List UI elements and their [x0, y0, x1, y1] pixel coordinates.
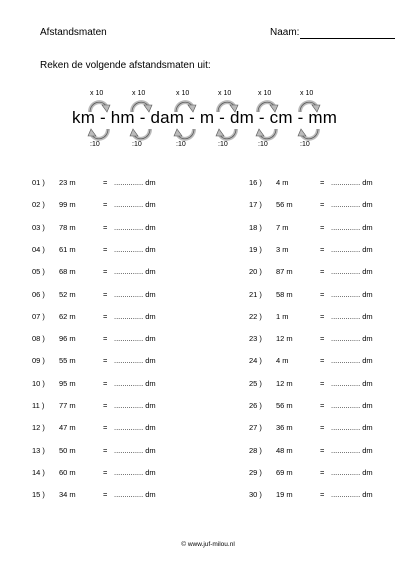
instruction-text: Reken de volgende afstandsmaten uit: [40, 60, 211, 71]
worksheet-title: Afstandsmaten [40, 27, 107, 38]
exercise-number: 05 ) [32, 267, 45, 277]
exercise-number: 04 ) [32, 244, 45, 254]
divide-label: :10 [218, 141, 228, 148]
exercise-number: 19 ) [249, 244, 262, 254]
exercise-number: 07 ) [32, 311, 45, 321]
exercise-value: 95 m [59, 378, 76, 388]
footer-copyright: © www.juf-milou.nl [181, 541, 235, 548]
equals-sign: = [320, 267, 325, 277]
exercise-value: 47 m [59, 423, 76, 433]
exercise-value: 99 m [59, 200, 76, 210]
answer-blank[interactable]: .............. dm [114, 401, 156, 410]
multiply-label: x 10 [176, 90, 190, 97]
answer-blank[interactable]: .............. dm [114, 222, 156, 232]
answer-blank[interactable]: .............. dm [114, 467, 156, 477]
answer-blank[interactable]: .............. dm [114, 445, 156, 455]
answer-blank[interactable]: .............. dm [331, 178, 373, 187]
answer-blank[interactable]: .............. dm [331, 356, 373, 366]
equals-sign: = [320, 401, 325, 410]
equals-sign: = [320, 178, 325, 187]
exercise-number: 16 ) [249, 178, 262, 187]
exercise-value: 55 m [59, 356, 76, 366]
answer-blank[interactable]: .............. dm [114, 423, 156, 433]
equals-sign: = [320, 490, 325, 500]
answer-blank[interactable]: .............. dm [114, 378, 156, 388]
curved-arrow-left-icon [255, 126, 279, 144]
equals-sign: = [103, 378, 108, 388]
exercise-value: 36 m [276, 423, 293, 433]
multiply-label: x 10 [90, 90, 104, 97]
exercise-number: 18 ) [249, 222, 262, 232]
equals-sign: = [103, 178, 108, 187]
equals-sign: = [103, 356, 108, 366]
name-label: Naam: [270, 27, 300, 38]
exercise-value: 52 m [59, 289, 76, 299]
exercise-value: 50 m [59, 445, 76, 455]
answer-blank[interactable]: .............. dm [331, 200, 373, 210]
exercise-number: 01 ) [32, 178, 45, 187]
exercise-number: 29 ) [249, 467, 262, 477]
exercise-number: 02 ) [32, 200, 45, 210]
equals-sign: = [320, 467, 325, 477]
exercise-value: 7 m [276, 222, 289, 232]
exercise-number: 03 ) [32, 222, 45, 232]
exercise-number: 06 ) [32, 289, 45, 299]
answer-blank[interactable]: .............. dm [114, 267, 156, 277]
exercise-number: 25 ) [249, 378, 262, 388]
answer-blank[interactable]: .............. dm [114, 334, 156, 344]
equals-sign: = [103, 401, 108, 410]
answer-blank[interactable]: .............. dm [331, 423, 373, 433]
answer-blank[interactable]: .............. dm [331, 267, 373, 277]
equals-sign: = [103, 289, 108, 299]
exercise-number: 20 ) [249, 267, 262, 277]
equals-sign: = [103, 423, 108, 433]
equals-sign: = [103, 267, 108, 277]
equals-sign: = [103, 200, 108, 210]
exercise-value: 12 m [276, 378, 293, 388]
exercise-number: 13 ) [32, 445, 45, 455]
curved-arrow-left-icon [129, 126, 153, 144]
curved-arrow-left-icon [297, 126, 321, 144]
equals-sign: = [320, 334, 325, 344]
exercise-value: 1 m [276, 311, 289, 321]
exercise-value: 4 m [276, 178, 289, 187]
multiply-label: x 10 [218, 90, 232, 97]
exercise-number: 30 ) [249, 490, 262, 500]
divide-label: :10 [300, 141, 310, 148]
divide-label: :10 [176, 141, 186, 148]
equals-sign: = [320, 200, 325, 210]
answer-blank[interactable]: .............. dm [331, 490, 373, 500]
answer-blank[interactable]: .............. dm [114, 200, 156, 210]
answer-blank[interactable]: .............. dm [331, 222, 373, 232]
answer-blank[interactable]: .............. dm [331, 289, 373, 299]
answer-blank[interactable]: .............. dm [114, 490, 156, 500]
answer-blank[interactable]: .............. dm [114, 244, 156, 254]
divide-label: :10 [258, 141, 268, 148]
exercise-number: 21 ) [249, 289, 262, 299]
answer-blank[interactable]: .............. dm [331, 311, 373, 321]
name-write-line [300, 38, 395, 39]
equals-sign: = [103, 311, 108, 321]
equals-sign: = [103, 334, 108, 344]
exercise-number: 17 ) [249, 200, 262, 210]
multiply-label: x 10 [300, 90, 314, 97]
exercise-value: 62 m [59, 311, 76, 321]
unit-conversion-diagram [66, 90, 356, 152]
equals-sign: = [320, 244, 325, 254]
exercise-number: 14 ) [32, 467, 45, 477]
answer-blank[interactable]: .............. dm [114, 356, 156, 366]
exercise-number: 22 ) [249, 311, 262, 321]
answer-blank[interactable]: .............. dm [114, 178, 156, 187]
equals-sign: = [103, 222, 108, 232]
exercise-value: 48 m [276, 445, 293, 455]
equals-sign: = [103, 490, 108, 500]
exercise-value: 69 m [276, 467, 293, 477]
exercise-number: 24 ) [249, 356, 262, 366]
equals-sign: = [103, 445, 108, 455]
exercise-value: 56 m [276, 200, 293, 210]
equals-sign: = [320, 445, 325, 455]
exercise-value: 34 m [59, 490, 76, 500]
equals-sign: = [320, 222, 325, 232]
equals-sign: = [103, 244, 108, 254]
exercise-value: 77 m [59, 401, 76, 410]
exercise-value: 23 m [59, 178, 76, 187]
answer-blank[interactable]: .............. dm [331, 244, 373, 254]
answer-blank[interactable]: .............. dm [331, 334, 373, 344]
equals-sign: = [320, 289, 325, 299]
exercise-value: 56 m [276, 401, 293, 410]
equals-sign: = [320, 356, 325, 366]
divide-label: :10 [90, 141, 100, 148]
exercise-value: 3 m [276, 244, 289, 254]
exercise-number: 11 ) [32, 401, 45, 410]
exercise-number: 27 ) [249, 423, 262, 433]
exercise-number: 09 ) [32, 356, 45, 366]
curved-arrow-left-icon [173, 126, 197, 144]
curved-arrow-left-icon [215, 126, 239, 144]
exercise-value: 58 m [276, 289, 293, 299]
exercise-number: 08 ) [32, 334, 45, 344]
exercise-value: 78 m [59, 222, 76, 232]
exercise-number: 28 ) [249, 445, 262, 455]
exercise-number: 10 ) [32, 378, 45, 388]
exercise-value: 4 m [276, 356, 289, 366]
exercise-value: 61 m [59, 244, 76, 254]
equals-sign: = [320, 311, 325, 321]
answer-blank[interactable]: .............. dm [331, 401, 373, 410]
exercise-value: 19 m [276, 490, 293, 500]
equals-sign: = [320, 378, 325, 388]
answer-blank[interactable]: .............. dm [331, 467, 373, 477]
exercise-number: 23 ) [249, 334, 262, 344]
exercise-number: 15 ) [32, 490, 45, 500]
equals-sign: = [320, 423, 325, 433]
unit-sequence: km - hm - dam - m - dm - cm - mm [72, 108, 338, 127]
multiply-label: x 10 [132, 90, 146, 97]
multiply-label: x 10 [258, 90, 272, 97]
exercise-value: 60 m [59, 467, 76, 477]
divide-label: :10 [132, 141, 142, 148]
answer-blank[interactable]: .............. dm [114, 311, 156, 321]
answer-blank[interactable]: .............. dm [331, 445, 373, 455]
exercise-number: 26 ) [249, 401, 262, 410]
exercise-value: 12 m [276, 334, 293, 344]
equals-sign: = [103, 467, 108, 477]
exercise-value: 96 m [59, 334, 76, 344]
answer-blank[interactable]: .............. dm [114, 289, 156, 299]
exercise-number: 12 ) [32, 423, 45, 433]
exercise-value: 68 m [59, 267, 76, 277]
answer-blank[interactable]: .............. dm [331, 378, 373, 388]
exercise-value: 87 m [276, 267, 293, 277]
curved-arrow-left-icon [87, 126, 111, 144]
